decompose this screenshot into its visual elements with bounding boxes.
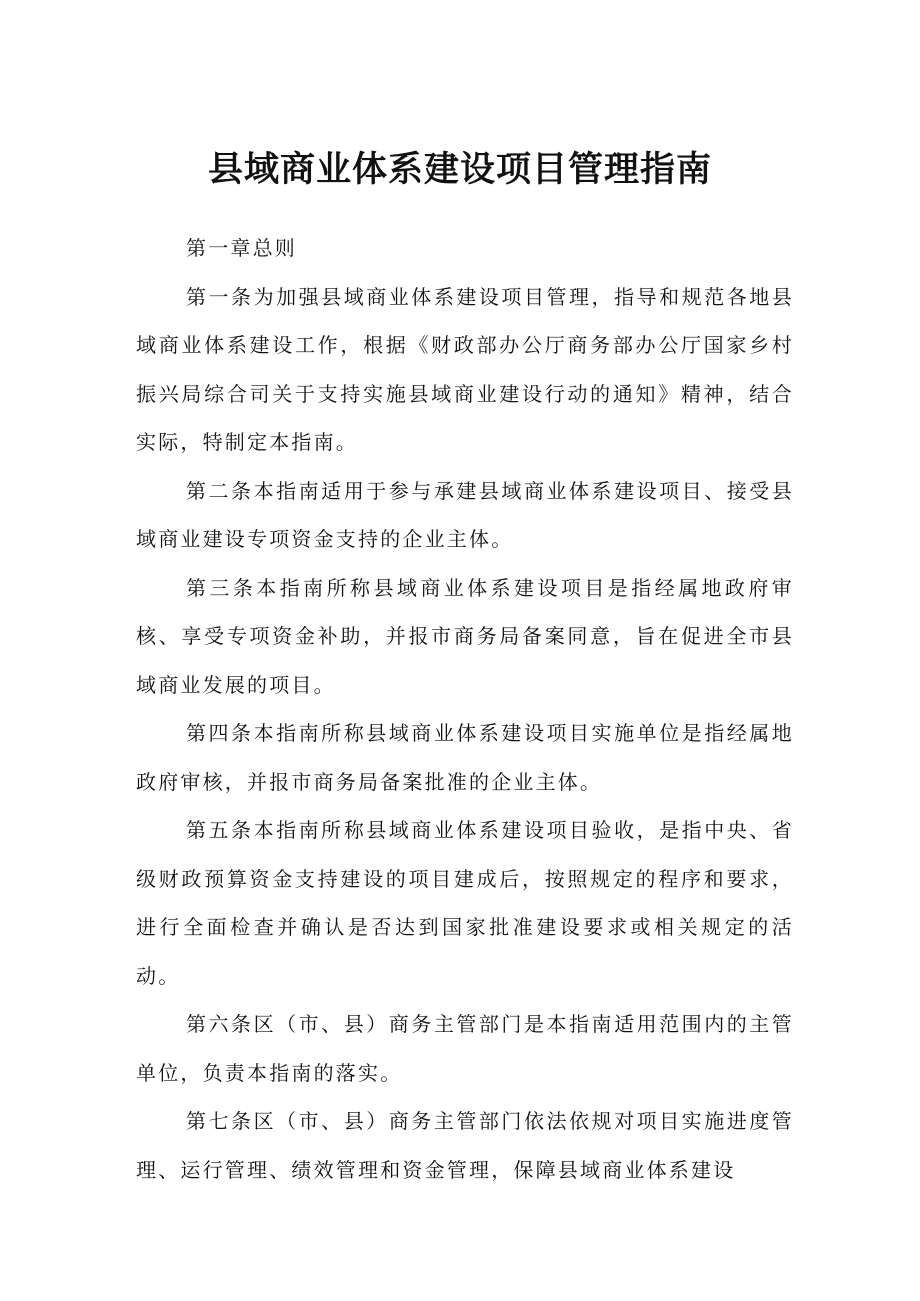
document-body [136, 224, 794, 1194]
article-5: 第五条本指南所称县域商业体系建设项目验收，是指中央、省级财政预算资金支持建设的项目建成后，按照规定的程序和要求，进行全面检查并确认是否达到国家批准建设要求或相关规定的活动。 [136, 818, 794, 988]
article-3: 第三条本指南所称县域商业体系建设项目是指经属地政府审核、享受专项资金补助，并报市商务局备案同意，旨在促进全市县域商业发展的项目。 [136, 575, 794, 697]
chapter-heading: 第一章总则 [186, 236, 297, 260]
article-4: 第四条本指南所称县域商业体系建设项目实施单位是指经属地政府审核，并报市商务局备案批准的企业主体。 [136, 721, 794, 794]
article-6: 第六条区（市、县）商务主管部门是本指南适用范围内的主管单位，负责本指南的落实。 [136, 1012, 794, 1085]
article-2: 第二条本指南适用于参与承建县域商业体系建设项目、接受县域商业建设专项资金支持的企业主体。 [136, 478, 794, 551]
document-title: 县域商业体系建设项目管理指南 [207, 150, 712, 190]
article-1: 第一条为加强县域商业体系建设项目管理，指导和规范各地县域商业体系建设工作，根据《财政部办公厅商务部办公厅国家乡村振兴局综合司关于支持实施县域商业建设行动的通知》精神，结合实际，特制定本指南。 [136, 284, 794, 454]
article-7: 第七条区（市、县）商务主管部门依法依规对项目实施进度管理、运行管理、绩效管理和资金管理，保障县域商业体系建设 [136, 1109, 794, 1182]
